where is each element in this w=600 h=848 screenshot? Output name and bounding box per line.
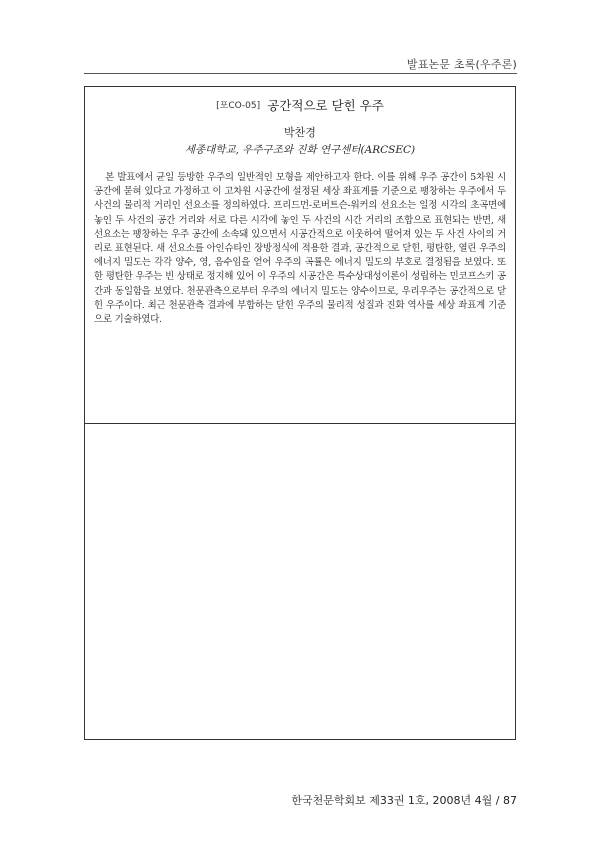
abstract-box [84,86,516,740]
box-divider [85,423,515,424]
abstract-title: 공간적으로 닫힌 우주 [267,97,384,113]
author-affiliation: 세종대학교, 우주구조와 진화 연구센터(ARCSEC) [184,144,416,156]
abstract-code: [포CO-05] [216,101,261,111]
header-rule [84,73,517,74]
running-head: 발표논문 초록(우주론) [406,58,517,71]
page-footer: 한국천문학회보 제33권 1호, 2008년 4월 / 87 [291,794,517,807]
abstract-body: 본 발표에서 균일 등방한 우주의 일반적인 모형을 제안하고자 한다. 이를 위해 우주 공간이 5차원 시공간에 묻혀 있다고 가정하고 이 고차원 시공간에 설정된 세상 좌표계를 기준으로 팽창하는 우주에서 두 사건의 물리적 거리인 선요소를 정의하였다. 프리드먼-로버트슨-워커의 선요소는 일정 시각의 초곡면에 놓인 두 사건의 공간 거리와 서로 다른 시각에 놓인 두 사건의 시간 거리의 조합으로 표현되는 반면, 새 선요소는 팽창하는 우주 공간에 소속돼 있으면서 시공간적으로 이웃하여 떨어져 있는 두 사건 사이의 거리로 표현된다. 새 선요소를 아인슈타인 장방정식에 적용한 결과, 공간적으로 닫힌, 평탄한, 열린 우주의 에너지 밀도는 각각 양수, 영, 음수임을 얻어 우주의 곡률은 에너지 밀도의 부호로 결정됨을 보였다. 또한 평탄한 우주는 빈 상태로 정지해 있어 이 우주의 시공간은 특수상대성이론이 성립하는 민코프스키 공간과 동일함을 보였다. 천문관측으로부터 우주의 에너지 밀도는 양수이므로, 우리우주는 공간적으로 닫힌 우주이다. 최근 천문관측 결과에 부합하는 닫힌 우주의 물리적 성질과 진화 역사를 세상 좌표계 기준으로 기술하였다. [94,172,506,326]
author-name: 박찬경 [284,126,316,139]
title-line [94,94,506,114]
abstract-section [85,87,515,423]
